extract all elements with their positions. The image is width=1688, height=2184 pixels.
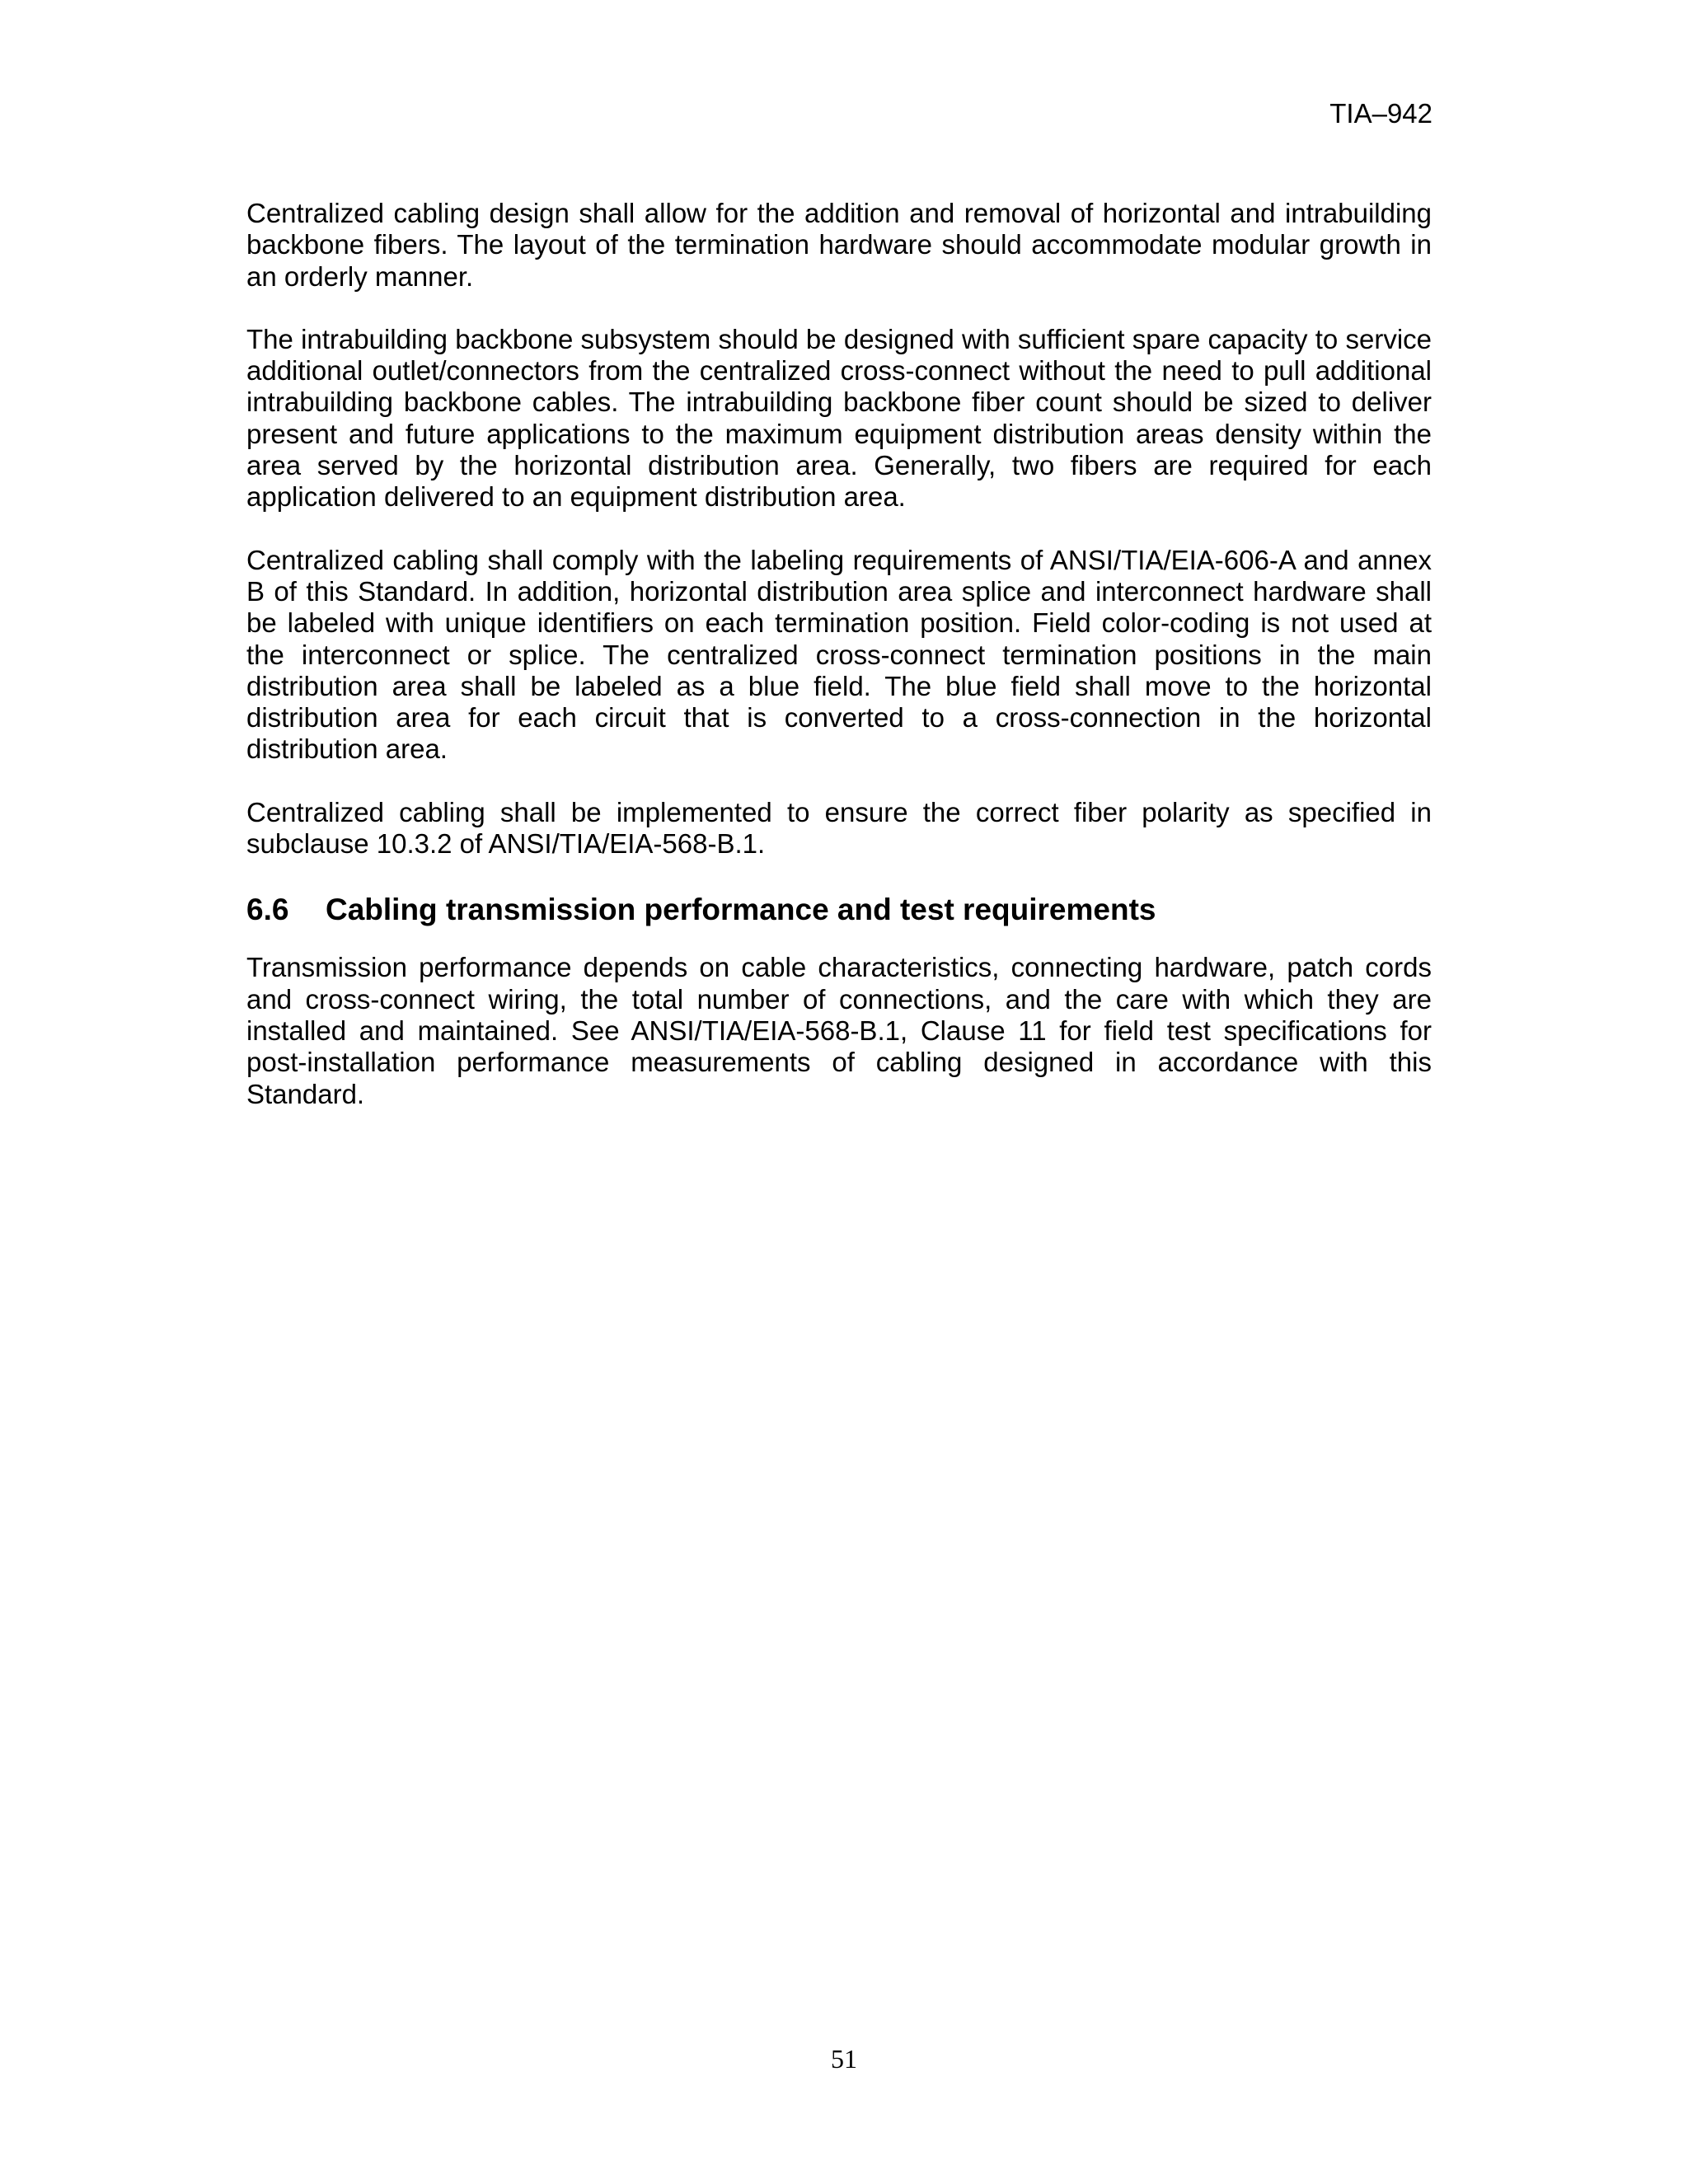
page-body (246, 198, 1432, 1141)
body-paragraph: The intrabuilding backbone subsystem should be designed with sufficient spare capacity to service additional outlet/connectors from the centralized cross-connect without the need to pull additional intrabuilding backbone cables. The intrabuilding backbone fiber count should be sized to deliver present and future applications to the maximum equipment distribution areas density within the area served by the horizontal distribution area. Generally, two fibers are required for each application delivered to an equipment distribution area. (246, 323, 1432, 513)
section-title: Cabling transmission performance and test requirements (326, 893, 1156, 927)
body-paragraph: Centralized cabling design shall allow for the addition and removal of horizontal and intrabuilding backbone fibers. The layout of the termination hardware should accommodate modular growth in an orderly manner. (246, 198, 1432, 292)
section-heading (246, 891, 1432, 929)
page-number: 51 (831, 2044, 857, 2074)
section-number: 6.6 (246, 893, 289, 927)
body-paragraph: Centralized cabling shall comply with the labeling requirements of ANSI/TIA/EIA-606-A and annex B of this Standard. In addition, horizontal distribution area splice and interconnect hardware shall be labeled with unique identifiers on each termination position. Field color-coding is not used at the interconnect or splice. The centralized cross-connect termination positions in the main distribution area shall be labeled as a blue field. The blue field shall move to the horizontal distribution area for each circuit that is converted to a cross-connection in the horizontal distribution area. (246, 544, 1432, 765)
body-paragraph: Transmission performance depends on cable characteristics, connecting hardware, patch cords and cross-connect wiring, the total number of connections, and the care with which they are installed and maintained. See ANSI/TIA/EIA-568-B.1, Clause 11 for field test specifications for post-installation performance measurements of cabling designed in accordance with this Standard. (246, 952, 1432, 1109)
running-header-document-id: TIA–942 (1329, 98, 1432, 129)
body-paragraph: Centralized cabling shall be implemented to ensure the correct fiber polarity as specified in subclause 10.3.2 of ANSI/TIA/EIA-568-B.1. (246, 796, 1432, 860)
